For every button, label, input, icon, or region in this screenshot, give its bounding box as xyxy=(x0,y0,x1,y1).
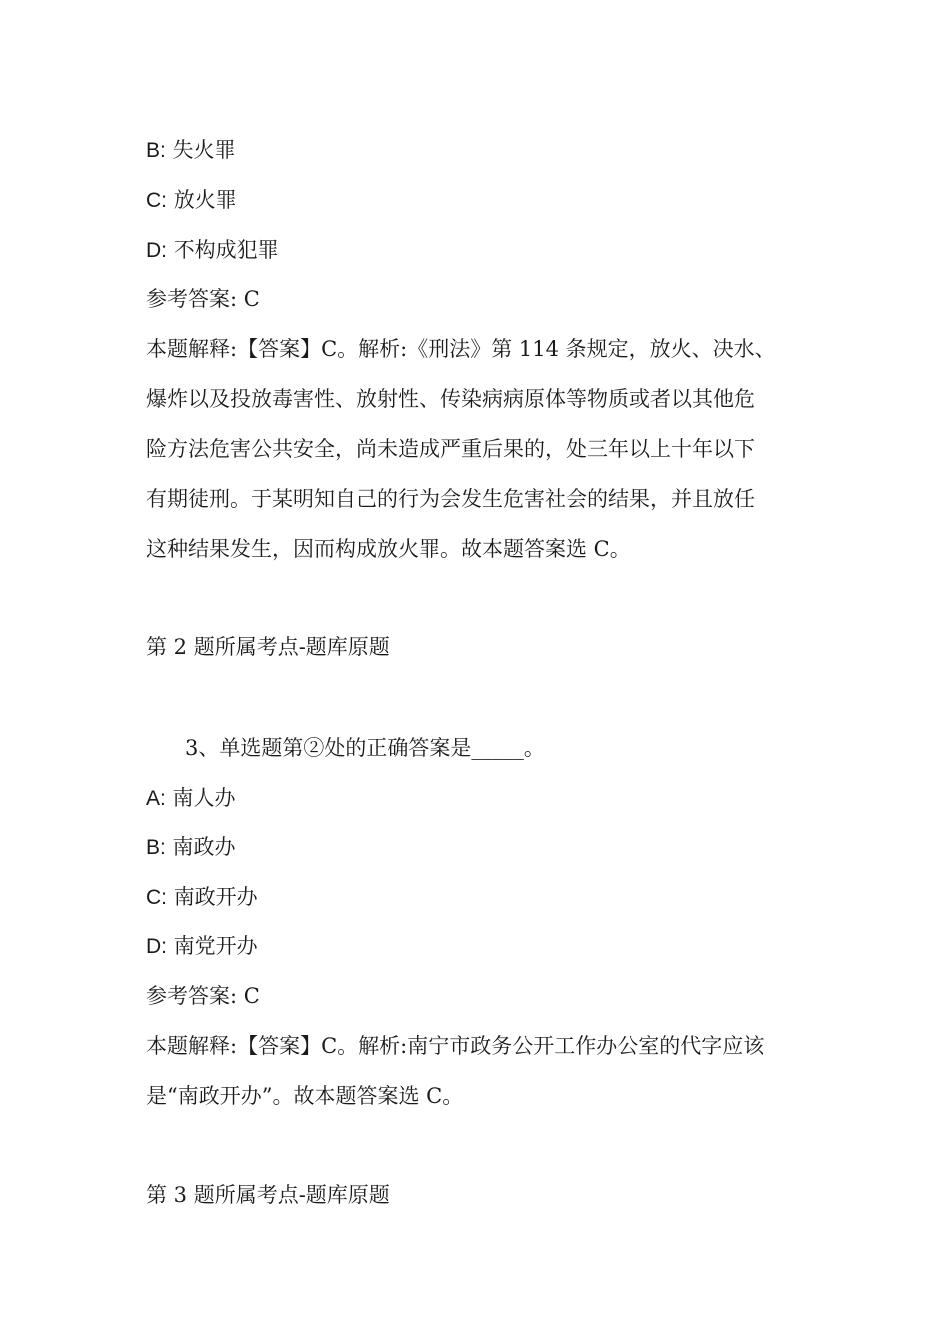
option-text: 失火罪 xyxy=(172,138,236,162)
q2-category: 第 2 题所属考点-题库原题 xyxy=(146,635,390,659)
option-text: 南政开办 xyxy=(173,885,258,909)
option-letter: D: xyxy=(146,239,167,262)
q2-option-d xyxy=(146,235,279,266)
q2-answer: 参考答案: C xyxy=(146,287,260,311)
q3-answer: 参考答案: C xyxy=(146,984,260,1008)
option-letter: B: xyxy=(146,836,166,859)
q2-option-c xyxy=(146,185,237,216)
q2-explanation-line: 险方法危害公共安全，尚未造成严重后果的，处三年以上十年以下 xyxy=(146,437,755,461)
option-letter: D: xyxy=(146,935,167,958)
q3-stem: 3、单选题第②处的正确答案是_____。 xyxy=(185,736,545,760)
q3-explanation-line: 是“南政开办”。故本题答案选 C。 xyxy=(146,1084,464,1108)
q2-explanation-line: 本题解释:【答案】C。解析:《刑法》第 114 条规定，放火、决水、 xyxy=(146,337,776,361)
q2-explanation-line: 爆炸以及投放毒害性、放射性、传染病病原体等物质或者以其他危 xyxy=(146,387,755,411)
option-letter: C: xyxy=(146,189,167,212)
option-text: 南党开办 xyxy=(173,934,258,958)
option-text: 南人办 xyxy=(172,786,236,810)
option-letter: A: xyxy=(146,787,166,810)
q3-category: 第 3 题所属考点-题库原题 xyxy=(146,1183,390,1207)
q2-option-b xyxy=(146,135,236,166)
q3-option-d xyxy=(146,931,258,962)
option-letter: B: xyxy=(146,139,166,162)
option-letter: C: xyxy=(146,886,167,909)
q2-explanation-line: 有期徒刑。于某明知自己的行为会发生危害社会的结果，并且放任 xyxy=(146,487,755,511)
option-text: 放火罪 xyxy=(173,188,237,212)
option-text: 南政办 xyxy=(172,835,236,859)
q3-explanation-line: 本题解释:【答案】C。解析:南宁市政务公开工作办公室的代字应该 xyxy=(146,1034,765,1058)
option-text: 不构成犯罪 xyxy=(173,238,279,262)
q3-option-a xyxy=(146,783,236,814)
q2-explanation-line: 这种结果发生，因而构成放火罪。故本题答案选 C。 xyxy=(146,537,631,561)
q3-option-b xyxy=(146,832,236,863)
q3-option-c xyxy=(146,882,258,913)
